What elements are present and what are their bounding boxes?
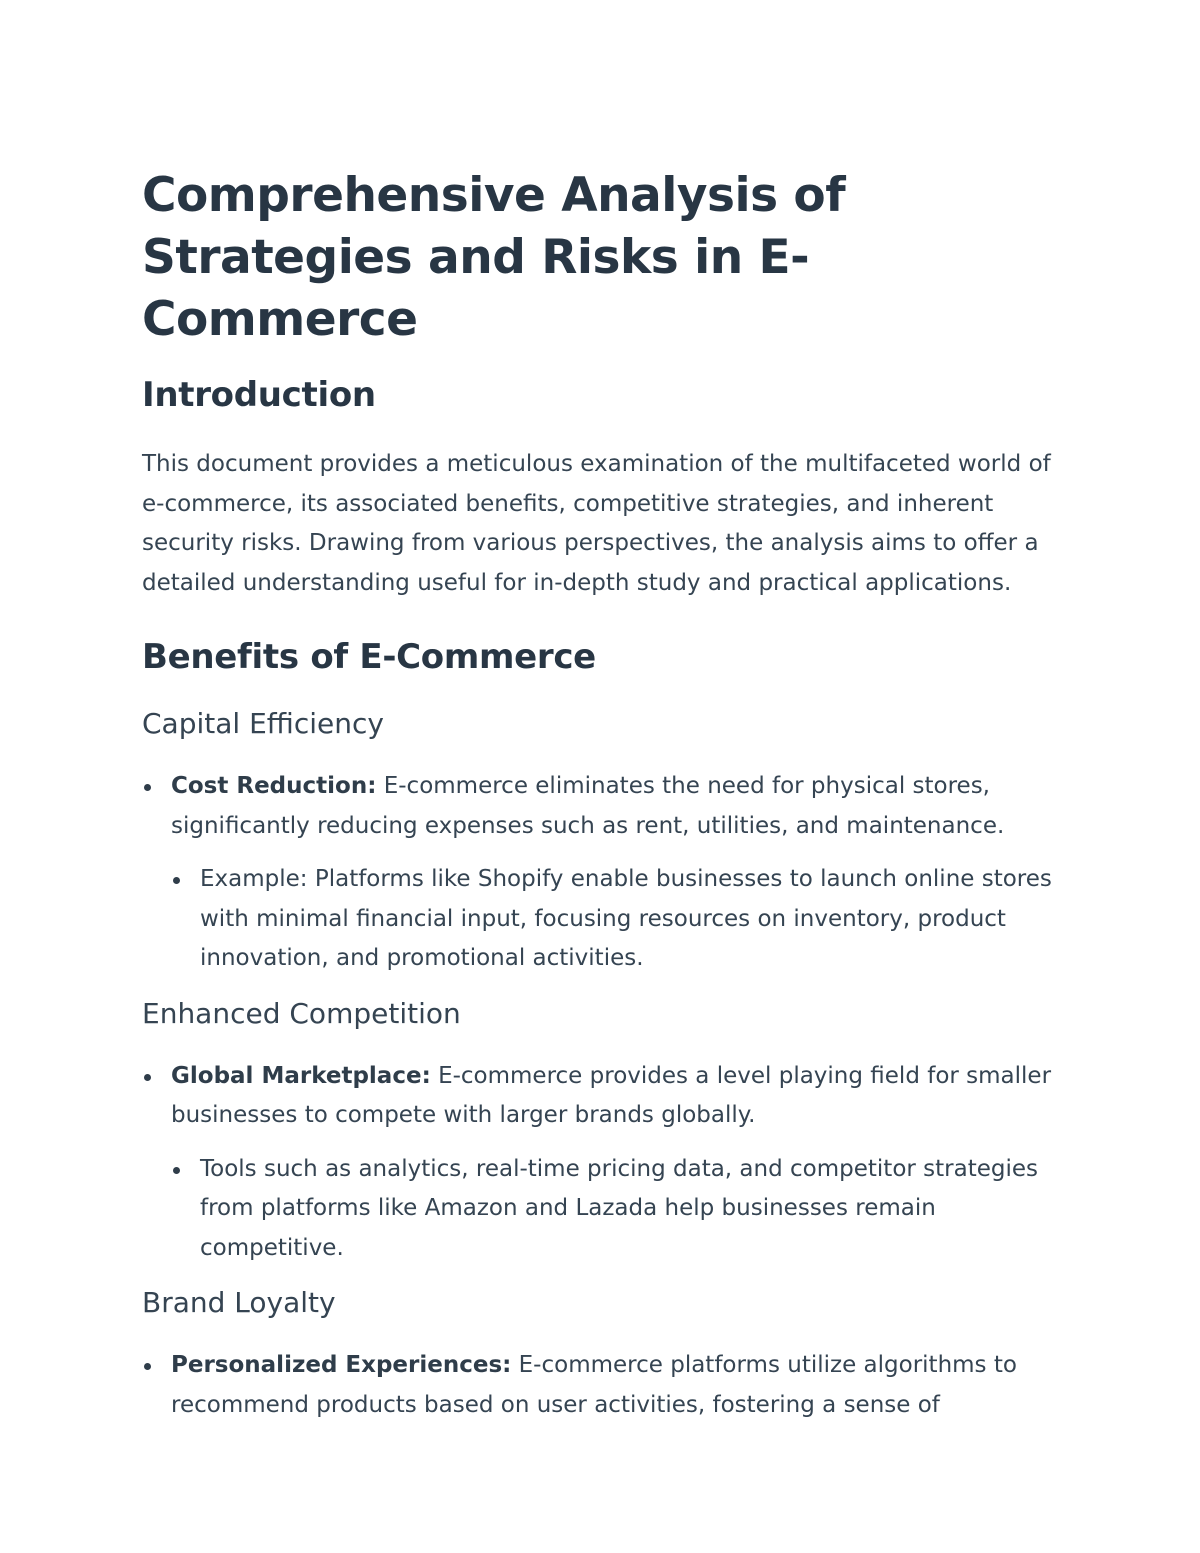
section-heading-benefits: Benefits of E-Commerce bbox=[142, 637, 596, 677]
subsection-heading-enhanced-competition: Enhanced Competition bbox=[142, 996, 461, 1030]
document-page bbox=[142, 165, 1072, 1425]
list-item-label: Global Marketplace: bbox=[171, 1062, 431, 1089]
subsection-heading-brand-loyalty: Brand Loyalty bbox=[142, 1286, 336, 1319]
bullet-icon bbox=[173, 877, 180, 884]
list-subitem-shopify-example bbox=[142, 860, 1072, 979]
list-item-personalized-experiences bbox=[142, 1346, 1072, 1425]
capital-efficiency-list bbox=[142, 767, 1072, 979]
list-subitem-tools bbox=[142, 1150, 1072, 1269]
list-item-label: Personalized Experiences: bbox=[171, 1352, 512, 1378]
list-item-text: E-commerce eliminates the need for physical stores, significantly reducing expenses such as rent, utilities, and maintenance. bbox=[171, 773, 1005, 839]
list-item-cost-reduction bbox=[142, 767, 1072, 846]
bullet-icon bbox=[144, 1363, 151, 1370]
bullet-icon bbox=[144, 1074, 151, 1081]
document-title: Comprehensive Analysis of Strategies and Risks in E-Commerce bbox=[142, 168, 846, 347]
list-subitem-text: Example: Platforms like Shopify enable businesses to launch online stores with minimal financial input, focusing resources on inventory, product innovation, and promotional activities. bbox=[200, 866, 1052, 971]
list-item-label: Cost Reduction: bbox=[171, 773, 377, 799]
subsection-heading-capital-efficiency: Capital Efficiency bbox=[142, 707, 384, 740]
bullet-icon bbox=[144, 784, 151, 791]
list-item-text: E-commerce platforms utilize algorithms to recommend products based on user activities, fostering a sense of bbox=[171, 1352, 1017, 1418]
introduction-paragraph: This document provides a meticulous examination of the multifaceted world of e-commerce, its associated benefits, competitive strategies, and inherent security risks. Drawing from various perspectives, the analysis aims to offer a detailed understanding useful for in-depth study and practical applications. bbox=[142, 451, 1051, 596]
list-item-text: E-commerce provides a level playing field for smaller businesses to compete with larger brands globally. bbox=[171, 1062, 1052, 1128]
list-item-global-marketplace bbox=[142, 1057, 1072, 1136]
section-heading-introduction: Introduction bbox=[142, 375, 376, 415]
bullet-icon bbox=[173, 1167, 180, 1174]
brand-loyalty-list bbox=[142, 1346, 1072, 1425]
list-subitem-text: Tools such as analytics, real-time pricing data, and competitor strategies from platforms like Amazon and Lazada help businesses remain competitive. bbox=[200, 1155, 1038, 1261]
enhanced-competition-list bbox=[142, 1057, 1072, 1269]
